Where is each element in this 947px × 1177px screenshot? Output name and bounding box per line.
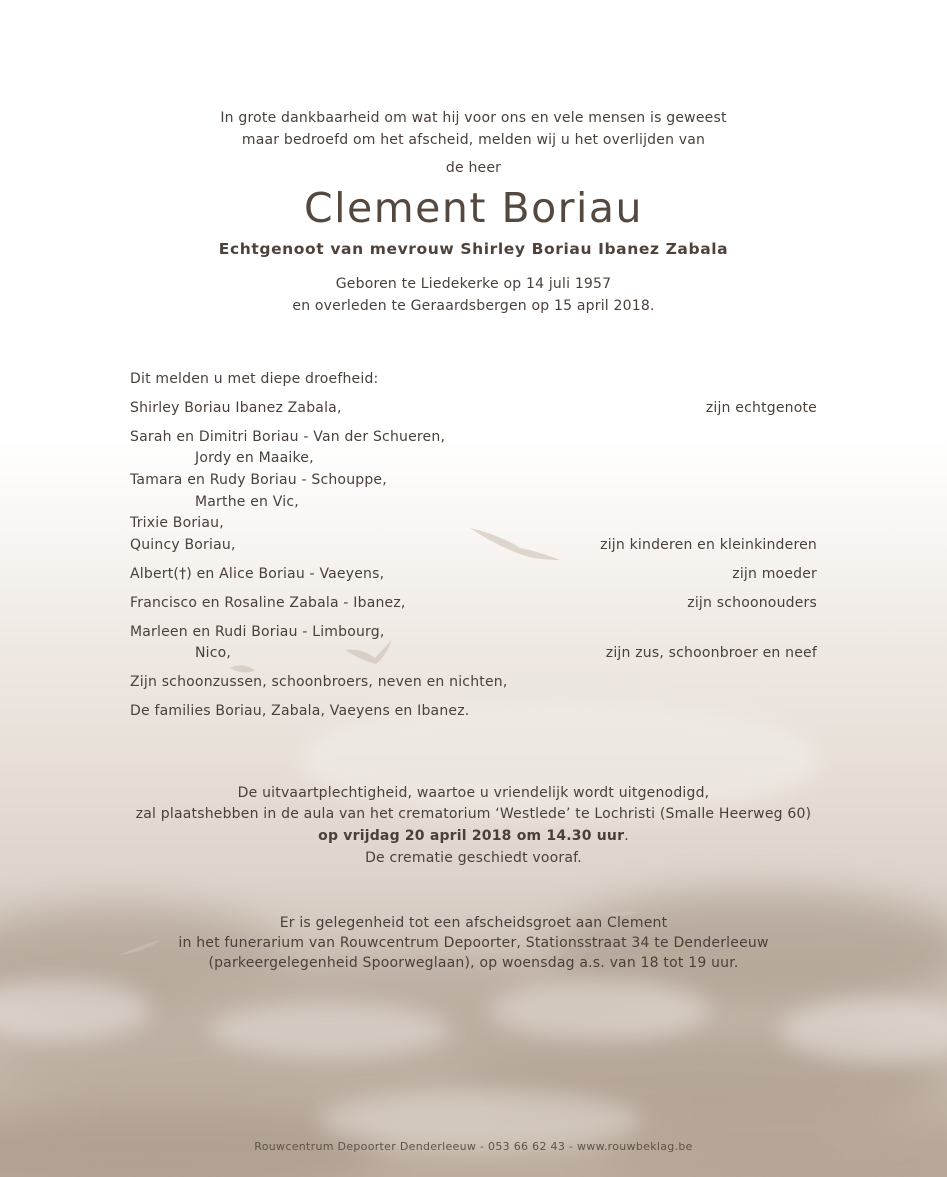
list-item xyxy=(130,621,817,643)
list-item xyxy=(130,563,817,585)
visitation-line-3: (parkeergelegenheid Spoorweglaan), op woensdag a.s. van 18 tot 19 uur. xyxy=(208,955,739,971)
mourner-relation: zijn schoonouders xyxy=(687,595,817,611)
list-item xyxy=(130,447,817,469)
list-item xyxy=(130,491,817,513)
mourner-name: Sarah en Dimitri Boriau - Van der Schueren, xyxy=(130,429,446,445)
mourner-name: De families Boriau, Zabala, Vaeyens en Ibanez. xyxy=(130,703,470,719)
mourner-name: Albert(†) en Alice Boriau - Vaeyens, xyxy=(130,566,385,582)
death-line: en overleden te Geraardsbergen op 15 april 2018. xyxy=(292,298,655,314)
mourner-name: Nico, xyxy=(195,645,232,661)
list-item xyxy=(130,642,817,664)
mourner-relation: zijn echtgenote xyxy=(705,400,817,416)
intro-line-2: maar bedroefd om het afscheid, melden wij u het overlijden van xyxy=(241,132,706,148)
funeral-line-4: De crematie geschiedt vooraf. xyxy=(365,850,582,866)
footer-credit: Rouwcentrum Depoorter Denderleeuw - 053 66 62 43 - www.rouwbeklag.be xyxy=(254,1140,693,1153)
funeral-date-bold: op vrijdag 20 april 2018 om 14.30 uur xyxy=(318,828,625,844)
funeral-line-1: De uitvaartplechtigheid, waartoe u vriendelijk wordt uitgenodigd, xyxy=(237,785,710,801)
mourners-heading: Dit melden u met diepe droefheid: xyxy=(130,371,379,387)
mourner-name: Francisco en Rosaline Zabala - Ibanez, xyxy=(130,595,406,611)
mourner-name: Zijn schoonzussen, schoonbroers, neven en nichten, xyxy=(130,674,508,690)
list-item xyxy=(130,426,817,448)
deceased-name: Clement Boriau xyxy=(303,184,644,232)
visitation-line-2: in het funerarium van Rouwcentrum Depoorter, Stationsstraat 34 te Denderleeuw xyxy=(178,935,769,951)
list-item xyxy=(130,512,817,534)
funeral-line-2: zal plaatshebben in de aula van het crematorium ‘Westlede’ te Lochristi (Smalle Heerweg 60) xyxy=(135,806,812,822)
intro-line-1: In grote dankbaarheid om wat hij voor ons en vele mensen is geweest xyxy=(220,110,727,126)
visitation-line-1: Er is gelegenheid tot een afscheidsgroet aan Clement xyxy=(279,915,668,931)
list-item xyxy=(130,469,817,491)
list-item xyxy=(130,592,817,614)
funeral-date xyxy=(0,826,947,848)
spouse-line: Echtgenoot van mevrouw Shirley Boriau Ibanez Zabala xyxy=(218,240,729,258)
list-item xyxy=(130,671,817,693)
mourner-relation: zijn zus, schoonbroer en neef xyxy=(605,645,817,661)
mourner-relation: zijn kinderen en kleinkinderen xyxy=(600,537,817,553)
mourner-relation: zijn moeder xyxy=(732,566,817,582)
mourner-name: Tamara en Rudy Boriau - Schouppe, xyxy=(130,472,387,488)
list-item xyxy=(130,700,817,722)
mourner-name: Marleen en Rudi Boriau - Limbourg, xyxy=(130,624,385,640)
mourner-name: Trixie Boriau, xyxy=(130,515,224,531)
mourner-name: Quincy Boriau, xyxy=(130,537,236,553)
list-item xyxy=(130,534,817,556)
list-item xyxy=(130,397,817,419)
birth-line: Geboren te Liedekerke op 14 juli 1957 xyxy=(335,276,612,292)
mourner-name: Marthe en Vic, xyxy=(195,494,299,510)
mourner-name: Shirley Boriau Ibanez Zabala, xyxy=(130,400,342,416)
salutation: de heer xyxy=(445,160,502,176)
mourner-name: Jordy en Maaike, xyxy=(195,450,314,466)
funeral-date-suffix: . xyxy=(624,828,629,844)
